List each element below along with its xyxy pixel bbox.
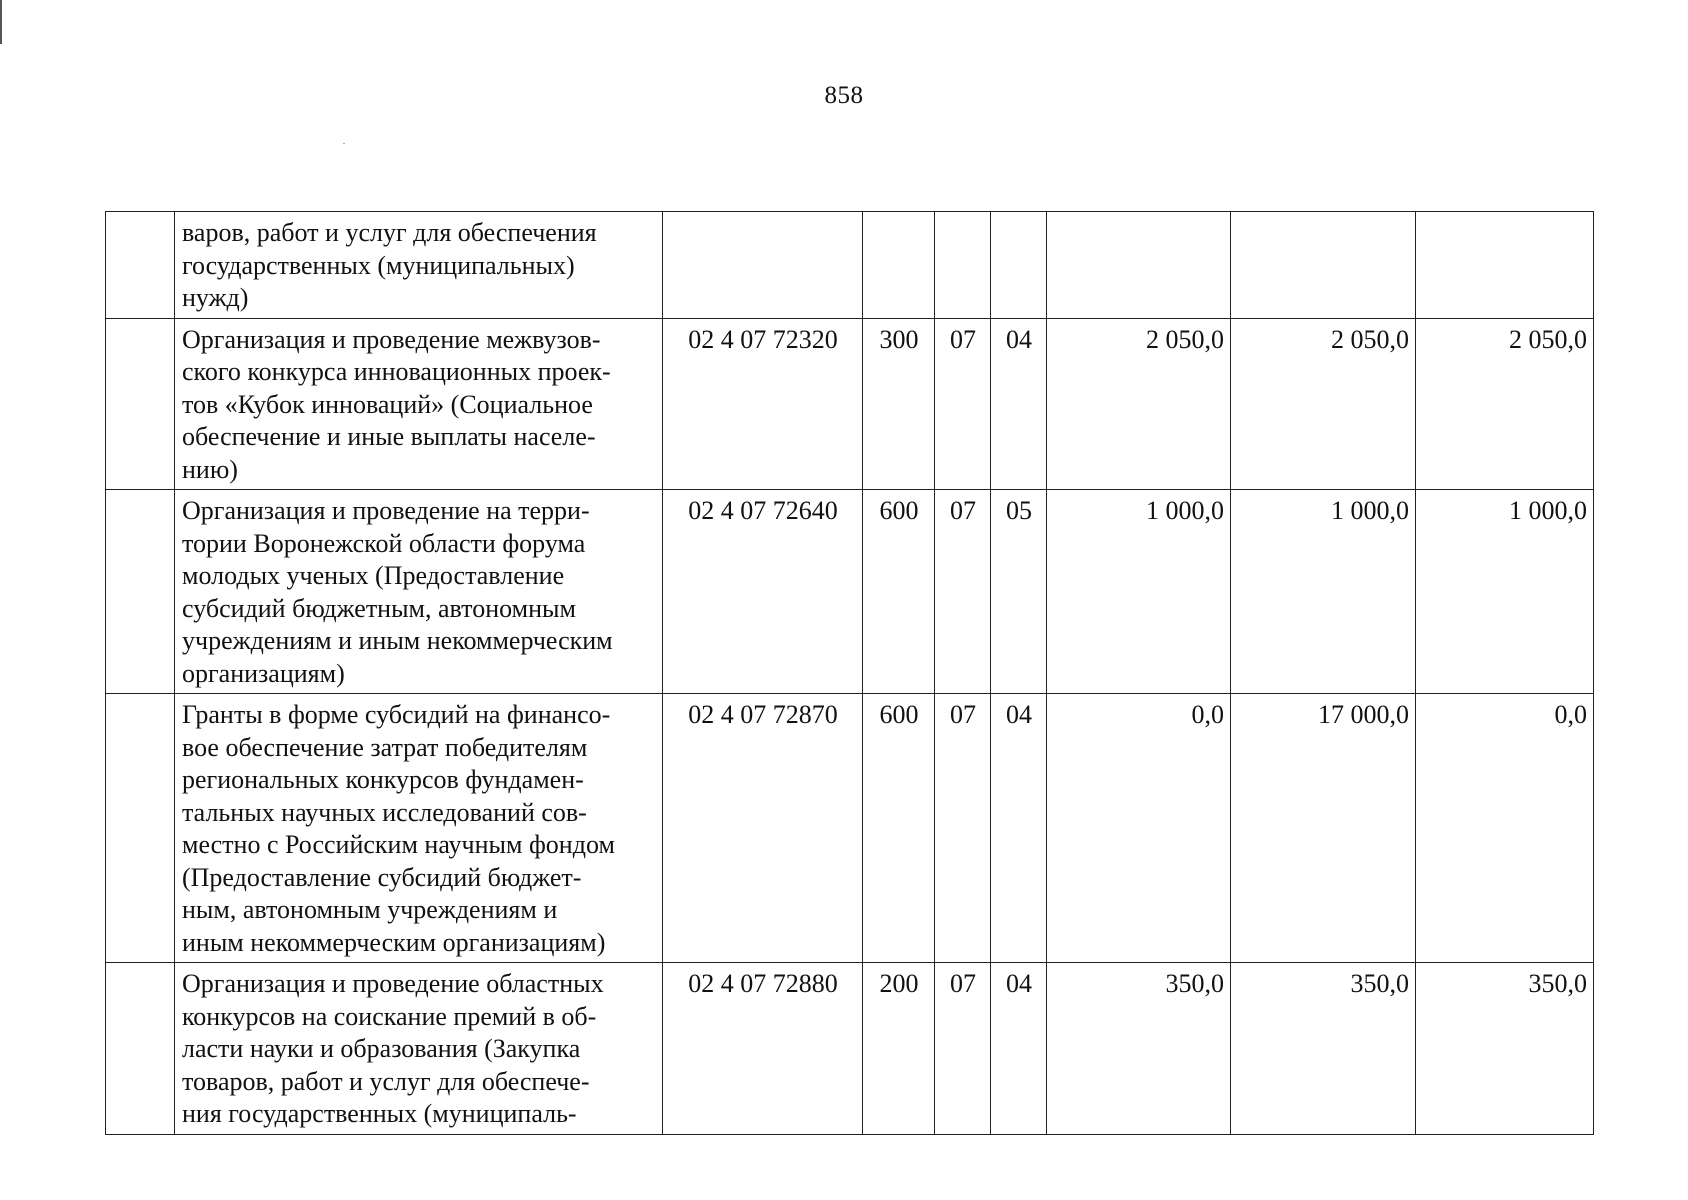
expense-type-cell: 600 [863, 694, 935, 963]
section-cell: 07 [935, 963, 991, 1135]
section-cell [935, 212, 991, 319]
table-row [106, 963, 1594, 1135]
description-line: учреждениям и иным некоммерческим [182, 626, 613, 655]
budget-table [105, 211, 1594, 1135]
description-line: организациям) [182, 658, 345, 688]
amount-year1-cell: 350,0 [1047, 963, 1231, 1135]
target-code-cell [663, 212, 863, 319]
row-number-cell [106, 212, 175, 319]
subsection-cell [991, 212, 1047, 319]
subsection-cell: 05 [991, 490, 1047, 694]
row-number-cell [106, 490, 175, 694]
description-line: государственных (муниципальных) [182, 250, 575, 280]
description-line: нию) [182, 454, 238, 484]
expense-type-cell [863, 212, 935, 319]
amount-year2-cell: 17 000,0 [1231, 694, 1416, 963]
description-line: тов «Кубок инноваций» (Социальное [182, 389, 593, 419]
table-row [106, 490, 1594, 694]
description-line: Организация и проведение межвузов- [182, 324, 601, 354]
description-line: Организация и проведение областных [182, 969, 604, 998]
amount-year2-cell: 350,0 [1231, 963, 1416, 1135]
amount-year3-cell [1416, 212, 1594, 319]
description-line: ным, автономным учреждениям и [182, 895, 558, 924]
amount-year1-cell [1047, 212, 1231, 319]
description-line: иным некоммерческим организациям) [182, 927, 606, 957]
section-cell: 07 [935, 318, 991, 490]
target-code-cell: 02 4 07 72870 [663, 694, 863, 963]
table-row [106, 694, 1594, 963]
description-line: Организация и проведение на терри- [182, 496, 590, 525]
row-number-cell [106, 694, 175, 963]
description-cell [175, 318, 663, 490]
amount-year1-cell: 1 000,0 [1047, 490, 1231, 694]
amount-year2-cell: 1 000,0 [1231, 490, 1416, 694]
description-line: ского конкурса инновационных проек- [182, 357, 611, 386]
row-number-cell [106, 318, 175, 490]
description-line: обеспечение и иные выплаты населе- [182, 422, 596, 451]
amount-year3-cell: 2 050,0 [1416, 318, 1594, 490]
scan-edge-mark [0, 0, 2, 44]
table-row [106, 318, 1594, 490]
section-cell: 07 [935, 490, 991, 694]
description-cell [175, 212, 663, 319]
amount-year3-cell: 1 000,0 [1416, 490, 1594, 694]
target-code-cell: 02 4 07 72640 [663, 490, 863, 694]
description-line: вое обеспечение затрат победителям [182, 732, 588, 762]
description-line: ния государственных (муниципаль- [182, 1099, 577, 1128]
amount-year3-cell: 350,0 [1416, 963, 1594, 1135]
amount-year2-cell [1231, 212, 1416, 319]
table-body [106, 212, 1594, 1135]
description-cell [175, 694, 663, 963]
description-line: местно с Российским научным фондом [182, 830, 615, 859]
amount-year3-cell: 0,0 [1416, 694, 1594, 963]
description-line: субсидий бюджетным, автономным [182, 593, 576, 623]
description-line: тории Воронежской области форума [182, 528, 586, 558]
description-line: нужд) [182, 283, 249, 312]
description-cell [175, 490, 663, 694]
description-line: товаров, работ и услуг для обеспече- [182, 1066, 590, 1096]
description-line: конкурсов на соискание премий в об- [182, 1001, 597, 1031]
table-row [106, 212, 1594, 319]
expense-type-cell: 600 [863, 490, 935, 694]
amount-year1-cell: 2 050,0 [1047, 318, 1231, 490]
description-line: Гранты в форме субсидий на финансо- [182, 700, 611, 729]
expense-type-cell: 300 [863, 318, 935, 490]
description-line: региональных конкурсов фундамен- [182, 765, 584, 794]
target-code-cell: 02 4 07 72880 [663, 963, 863, 1135]
description-cell [175, 963, 663, 1135]
row-number-cell [106, 963, 175, 1135]
scan-speck [343, 143, 345, 144]
description-line: (Предоставление субсидий бюджет- [182, 862, 582, 892]
description-line: молодых ученых (Предоставление [182, 561, 565, 590]
description-line: тальных научных исследований сов- [182, 797, 587, 827]
description-line: ласти науки и образования (Закупка [182, 1034, 581, 1063]
subsection-cell: 04 [991, 318, 1047, 490]
amount-year1-cell: 0,0 [1047, 694, 1231, 963]
subsection-cell: 04 [991, 963, 1047, 1135]
target-code-cell: 02 4 07 72320 [663, 318, 863, 490]
expense-type-cell: 200 [863, 963, 935, 1135]
amount-year2-cell: 2 050,0 [1231, 318, 1416, 490]
page-number: 858 [824, 82, 864, 109]
subsection-cell: 04 [991, 694, 1047, 963]
section-cell: 07 [935, 694, 991, 963]
description-line: варов, работ и услуг для обеспечения [182, 218, 597, 247]
